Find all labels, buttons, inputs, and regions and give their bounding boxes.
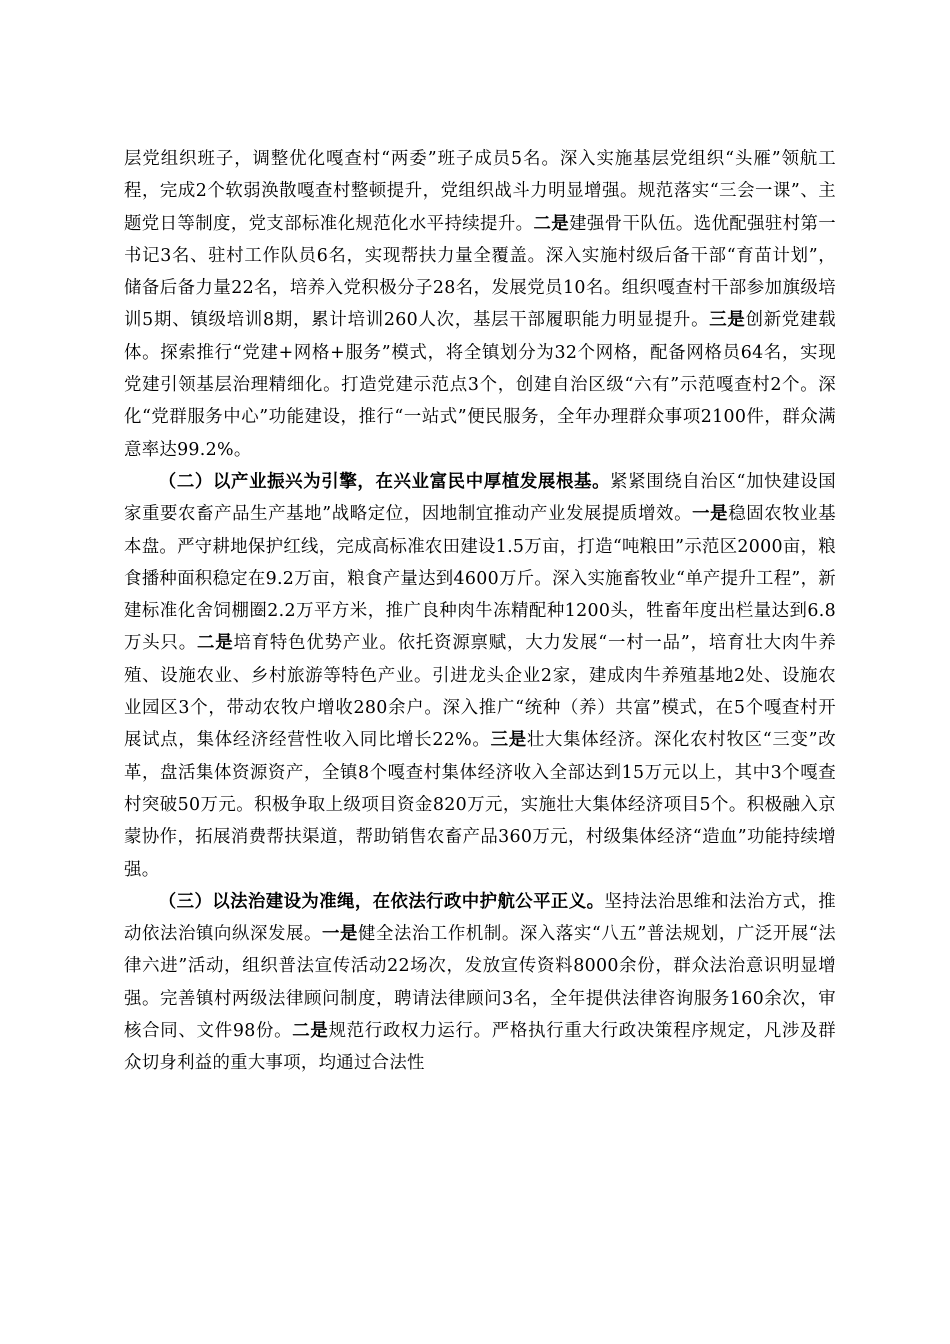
bold-run: 三是 bbox=[709, 310, 746, 331]
text-run: 层党组织班子，调整优化嘎查村“两委”班子成员5名。深入实施基层党组织“头雁”领航工程，完成2个软弱涣散嘎查村整顿提升，党组织战斗力明显增强。规范落实“三会一课”、主题党日等制度，党支部标准化规范化水平持续提升。 bbox=[124, 149, 836, 234]
section-heading: （二）以产业振兴为引擎，在兴业富民中厚植发展根基。 bbox=[158, 471, 611, 492]
bold-run: 三是 bbox=[490, 730, 527, 751]
text-run: 壮大集体经济。深化农村牧区“三变”改革，盘活集体资源资产，全镇8个嘎查村集体经济收入全部达到15万元以上，其中3个嘎查村突破50万元。积极争取上级项目资金820万元，实施壮大集体经济项目5个。积极融入京蒙协作，拓展消费帮扶渠道，帮助销售农畜产品360万元，村级集体经济“造血”功能持续增强。 bbox=[124, 730, 836, 880]
section-heading: （三）以法治建设为准绳，在依法行政中护航公平正义。 bbox=[158, 891, 605, 912]
text-run: 坚持法治思维和法治方式，推动依法治镇向纵深发展。 bbox=[124, 891, 836, 945]
paragraph-rule-of-law bbox=[124, 886, 836, 1080]
bold-run: 一是 bbox=[321, 924, 358, 945]
text-run: 稳固农牧业基本盘。严守耕地保护红线，完成高标准农田建设1.5万亩，打造“吨粮田”示范区2000亩，粮食播种面积稳定在9.2万亩，粮食产量达到4600万斤。深入实施畜牧业“单产提升工程”，新建标准化舍饲棚圈2.2万平方米，推广良种肉牛冻精配种1200头，牲畜年度出栏量达到6.8万头只。 bbox=[124, 504, 836, 654]
text-run: 建强骨干队伍。选优配强驻村第一书记3名、驻村工作队员6名，实现帮扶力量全覆盖。深入实施村级后备干部“育苗计划”，储备后备力量22名，培养入党积极分子28名，发展党员10名。组织嘎查村干部参加旗级培训5期、镇级培训8期，累计培训260人次，基层干部履职能力明显提升。 bbox=[124, 213, 836, 331]
bold-run: 二是 bbox=[196, 633, 234, 654]
bold-run: 一是 bbox=[692, 504, 729, 525]
text-run: 创新党建载体。探索推行“党建+网格+服务”模式，将全镇划分为32个网格，配备网格员64名，实现党建引领基层治理精细化。打造党建示范点3个，创建自治区级“六有”示范嘎查村2个。深化“党群服务中心”功能建设，推行“一站式”便民服务，全年办理群众事项2100件，群众满意率达99.2%。 bbox=[124, 310, 836, 460]
paragraph-party-building-continued bbox=[124, 143, 836, 466]
text-run: 紧紧围绕自治区“加快建设国家重要农畜产品生产基地”战略定位，因地制宜推动产业发展提质增效。 bbox=[124, 471, 836, 525]
text-run: 规范行政权力运行。严格执行重大行政决策程序规定，凡涉及群众切身利益的重大事项，均通过合法性 bbox=[124, 1021, 836, 1074]
paragraph-industry-revitalization bbox=[124, 466, 836, 886]
text-run: 健全法治工作机制。深入落实“八五”普法规划，广泛开展“法律六进”活动，组织普法宣传活动22场次，发放宣传资料8000余份，群众法治意识明显增强。完善镇村两级法律顾问制度，聘请法律顾问3名，全年提供法律咨询服务160余次，审核合同、文件98份。 bbox=[124, 924, 836, 1042]
bold-run: 二是 bbox=[292, 1021, 329, 1042]
bold-run: 二是 bbox=[533, 213, 570, 234]
text-run: 培育特色优势产业。依托资源禀赋，大力发展“一村一品”，培育壮大肉牛养殖、设施农业、乡村旅游等特色产业。引进龙头企业2家，建成肉牛养殖基地2处、设施农业园区3个，带动农牧户增收280余户。深入推广“统种（养）共富”模式，在5个嘎查村开展试点，集体经济经营性收入同比增长22%。 bbox=[124, 633, 837, 751]
document-body bbox=[124, 143, 836, 1080]
